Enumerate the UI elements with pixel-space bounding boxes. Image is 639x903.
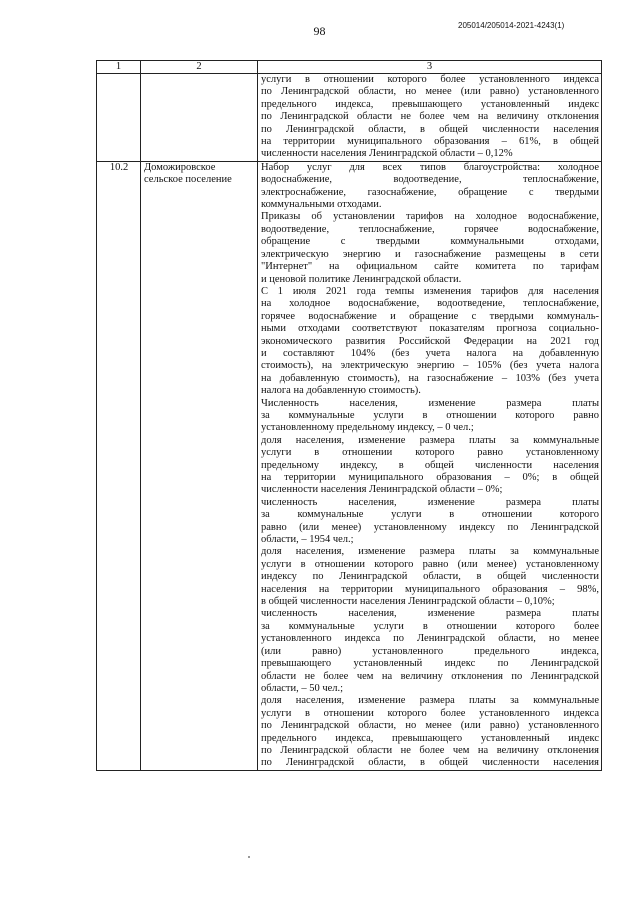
- text-line: области, – 50 чел.;: [261, 682, 344, 694]
- row-number: 10.2: [97, 161, 141, 770]
- row-name: [141, 161, 258, 770]
- text-line: С 1 июля 2021 года темпы изменения тарифов для населения: [261, 285, 599, 297]
- text-line: стоимость), на электрическую энергию – 105% (без учета налога: [261, 360, 599, 372]
- text-line: по Ленинградской области, в общей численности населения: [261, 757, 599, 769]
- continuation-line: численности населения Ленинградской области – 0,12%: [261, 148, 513, 160]
- text-line: Приказы об установлении тарифов на холодное водоснабжение,: [261, 211, 599, 223]
- text-line: электроснабжение, газоснабжение, обращение с твердыми: [261, 186, 599, 198]
- row-text: [258, 161, 602, 770]
- text-line: установленному предельному индексу, – 0 чел.;: [261, 422, 474, 434]
- text-line: водоотведение, теплоснабжение, горячее водоснабжение,: [261, 223, 599, 235]
- text-line: и составляют 104% (без учета налога на добавленную: [261, 347, 599, 359]
- text-line: Набор услуг для всех типов благоустройства: холодное: [261, 161, 599, 173]
- table-row: [97, 161, 602, 770]
- document-table: [96, 60, 602, 771]
- text-line: "Интернет" на официальном сайте комитета по тарифам: [261, 261, 599, 273]
- page-number: 98: [313, 24, 326, 38]
- continuation-line: предельного индекса, превышающего установленный индекс: [261, 98, 599, 110]
- text-line: индексу по Ленинградской области, в общей численности: [261, 571, 599, 583]
- text-line: электрическую энергию и газоснабжение размещены в сети: [261, 248, 599, 260]
- row-name-line: Доможировское: [144, 161, 216, 173]
- scan-dot: [248, 856, 250, 858]
- column-header-2: 2: [141, 61, 258, 74]
- text-line: за коммунальные услуги в отношении которого более: [261, 620, 599, 632]
- text-line: области не более чем на величину отклонения по Ленинградской: [261, 670, 599, 682]
- column-header-3: 3: [258, 61, 602, 74]
- text-line: и ценовой политике Ленинградской области.: [261, 273, 462, 285]
- text-line: численность населения, изменение размера платы: [261, 608, 599, 620]
- text-line: на холодное водоснабжение, водоотведение, теплоснабжение,: [261, 298, 599, 310]
- text-line: услуги в отношении которого более установленного индекса: [261, 707, 599, 719]
- text-line: по Ленинградской области, но менее (или равно) установленного: [261, 720, 599, 732]
- text-line: области, – 1954 чел.;: [261, 534, 354, 546]
- text-line: ными отходами соответствуют показателям прогноза социально-: [261, 323, 599, 335]
- text-line: населения на территории муниципального образования – 98%,: [261, 583, 599, 595]
- text-line: в общей численности населения Ленинградской области – 0,10%;: [261, 596, 555, 608]
- text-line: равно (или менее) установленному индексу по Ленинградской: [261, 521, 599, 533]
- text-line: за коммунальные услуги в отношении которого: [261, 509, 599, 521]
- text-line: предельного индекса, превышающего установленный индекс: [261, 732, 599, 744]
- text-line: (или равно) установленного предельного индекса,: [261, 645, 599, 657]
- text-line: налога на добавленную стоимость).: [261, 385, 421, 397]
- continuation-line: на территории муниципального образования – 61%, в общей: [261, 136, 599, 148]
- text-line: численность населения, изменение размера платы: [261, 496, 599, 508]
- continuation-line: услуги в отношении которого более установленного индекса: [261, 74, 599, 85]
- continuation-line: по Ленинградской области, но менее (или равно) установленного: [261, 86, 599, 98]
- text-line: на территории муниципального образования – 0%; в общей: [261, 472, 599, 483]
- text-line: экономического развития Российской Федерации на 2021 год: [261, 335, 599, 347]
- text-line: услуги в отношении которого равно (или менее) установленному: [261, 558, 599, 570]
- row-name-line: сельское поселение: [144, 174, 232, 186]
- text-line: предельному индексу, в общей численности населения: [261, 459, 599, 471]
- table-row-continuation: [97, 74, 602, 162]
- text-line: коммунальными отходами.: [261, 199, 382, 211]
- text-line: на добавленную стоимость), на газоснабжение – 103% (без учета: [261, 372, 599, 384]
- text-line: численности населения Ленинградской области – 0%;: [261, 484, 503, 496]
- text-line: по Ленинградской области не более чем на величину отклонения: [261, 744, 599, 756]
- continuation-line: по Ленинградской области, в общей численности населения: [261, 123, 599, 135]
- text-line: услуги в отношении которого равно установленному: [261, 447, 599, 459]
- text-line: обращение с твердыми коммунальными отходами,: [261, 236, 599, 248]
- text-line: горячее водоснабжение и обращение с твердыми коммуналь-: [261, 310, 599, 322]
- text-line: водоснабжение, водоотведение, теплоснабжение,: [261, 174, 599, 186]
- text-line: превышающего установленный индекс по Ленинградской: [261, 658, 599, 670]
- text-line: доля населения, изменение размера платы за коммунальные: [261, 695, 599, 707]
- text-line: Численность населения, изменение размера платы: [261, 397, 599, 409]
- table-header-row: [97, 61, 602, 74]
- text-line: доля населения, изменение размера платы за коммунальные: [261, 434, 599, 446]
- text-line: за коммунальные услуги в отношении которого равно: [261, 409, 599, 421]
- column-header-1: 1: [97, 61, 141, 74]
- text-line: доля населения, изменение размера платы за коммунальные: [261, 546, 599, 558]
- continuation-line: по Ленинградской области не более чем на величину отклонения: [261, 111, 599, 123]
- continuation-text: [258, 74, 602, 162]
- text-line: установленного индекса по Ленинградской области, но менее: [261, 633, 599, 645]
- document-id: 205014/205014-2021-4243(1): [458, 21, 565, 30]
